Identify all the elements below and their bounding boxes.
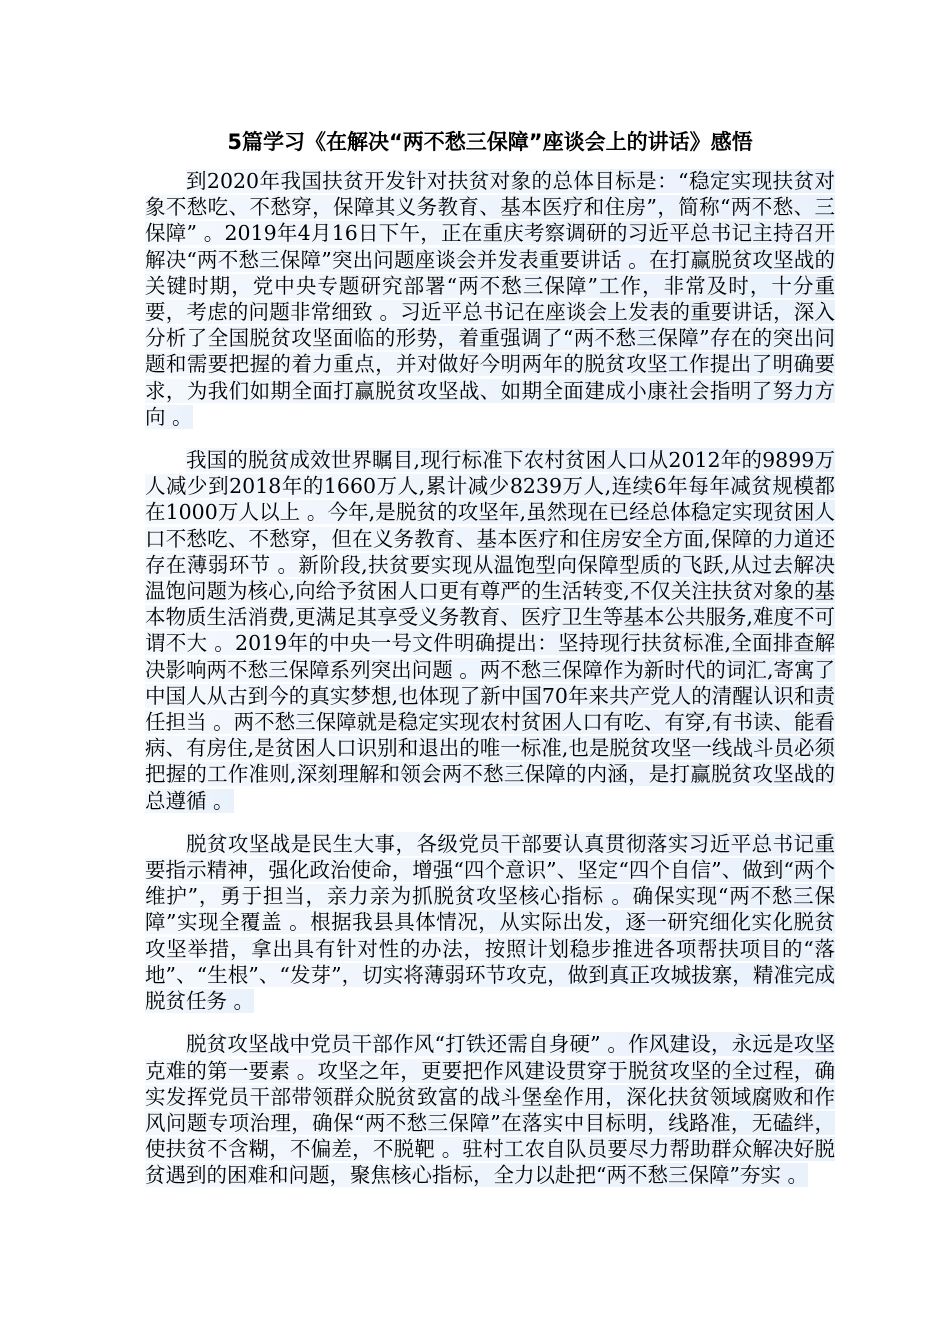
paragraph-3-text: 脱贫攻坚战是民生大事，各级党员干部要认真贯彻落实习近平总书记重要指示精神，强化政治使命，增强“四个意识”、坚定“四个自信”、做到“两个维护”，勇于担当，亲力亲为抓脱贫攻坚核心指标 。确保实现“两不愁三保障”实现全覆盖 。根据我县具体情况，从实际出发，逐一研究细化实化脱贫攻坚举措，拿出具有针对性的办法，按照计划稳步推进各项帮扶项目的“落地”、“生根”、“发芽”，切实将薄弱环节攻克，做到真正攻城拔寨，精准完成脱贫任务 。 [145,831,835,1014]
paragraph-3 [145,831,835,1014]
paragraph-2 [145,447,835,814]
paragraph-1-text: 到2020年我国扶贫开发针对扶贫对象的总体目标是：“稳定实现扶贫对象不愁吃、不愁穿，保障其义务教育、基本医疗和住房”，简称“两不愁、三保障” 。2019年4月16日下午，正在重庆考察调研的习近平总书记主持召开解决“两不愁三保障”突出问题座谈会并发表重要讲话 。在打赢脱贫攻坚战的关键时期，党中央专题研究部署“两不愁三保障”工作，非常及时，十分重要，考虑的问题非常细致 。习近平总书记在座谈会上发表的重要讲话，深入分析了全国脱贫攻坚面临的形势，着重强调了“两不愁三保障”存在的突出问题和需要把握的着力重点，并对做好今明两年的脱贫攻坚工作提出了明确要求，为我们如期全面打赢脱贫攻坚战、如期全面建成小康社会指明了努力方向 。 [145,169,835,429]
document-body [145,168,835,1206]
paragraph-2-text: 我国的脱贫成效世界瞩目,现行标准下农村贫困人口从2012年的9899万人减少到2018年的1660万人,累计减少8239万人,连续6年每年减贫规模都在1000万人以上 。今年,是脱贫的攻坚年,虽然现在已经总体稳定实现贫困人口不愁吃、不愁穿，但在义务教育、基本医疗和住房安全方面,保障的力道还存在薄弱环节 。新阶段,扶贫要实现从温饱型向保障型质的飞跃,从过去解决温饱问题为核心,向给予贫困人口更有尊严的生活转变,不仅关注扶贫对象的基本物质生活消费,更满足其享受义务教育、医疗卫生等基本公共服务,难度不可谓不大 。2019年的中央一号文件明确提出：坚持现行扶贫标准,全面排查解决影响两不愁三保障系列突出问题 。两不愁三保障作为新时代的词汇,寄寓了中国人从古到今的真实梦想,也体现了新中国70年来共产党人的清醒认识和责任担当 。两不愁三保障就是稳定实现农村贫困人口有吃、有穿,有书读、能看病、有房住,是贫困人口识别和退出的唯一标准,也是脱贫攻坚一线战斗员必须把握的工作准则,深刻理解和领会两不愁三保障的内涵，是打赢脱贫攻坚战的总遵循 。 [145,448,835,813]
document-title: 5篇学习《在解决“两不愁三保障”座谈会上的讲话》感悟 [227,130,753,154]
paragraph-1 [145,168,835,430]
paragraph-4 [145,1031,835,1188]
paragraph-4-text: 脱贫攻坚战中党员干部作风“打铁还需自身硬” 。作风建设，永远是攻坚克难的第一要素 。攻坚之年，更要把作风建设贯穿于脱贫攻坚的全过程，确实发挥党员干部带领群众脱贫致富的战斗堡垒作用，深化扶贫领域腐败和作风问题专项治理，确保“两不愁三保障”在落实中目标明，线路准，无磕绊，使扶贫不含糊，不偏差，不脱靶 。驻村工农自队员要尽力帮助群众解决好脱贫遇到的困难和问题，聚焦核心指标，全力以赴把“两不愁三保障”夯实 。 [145,1032,835,1188]
